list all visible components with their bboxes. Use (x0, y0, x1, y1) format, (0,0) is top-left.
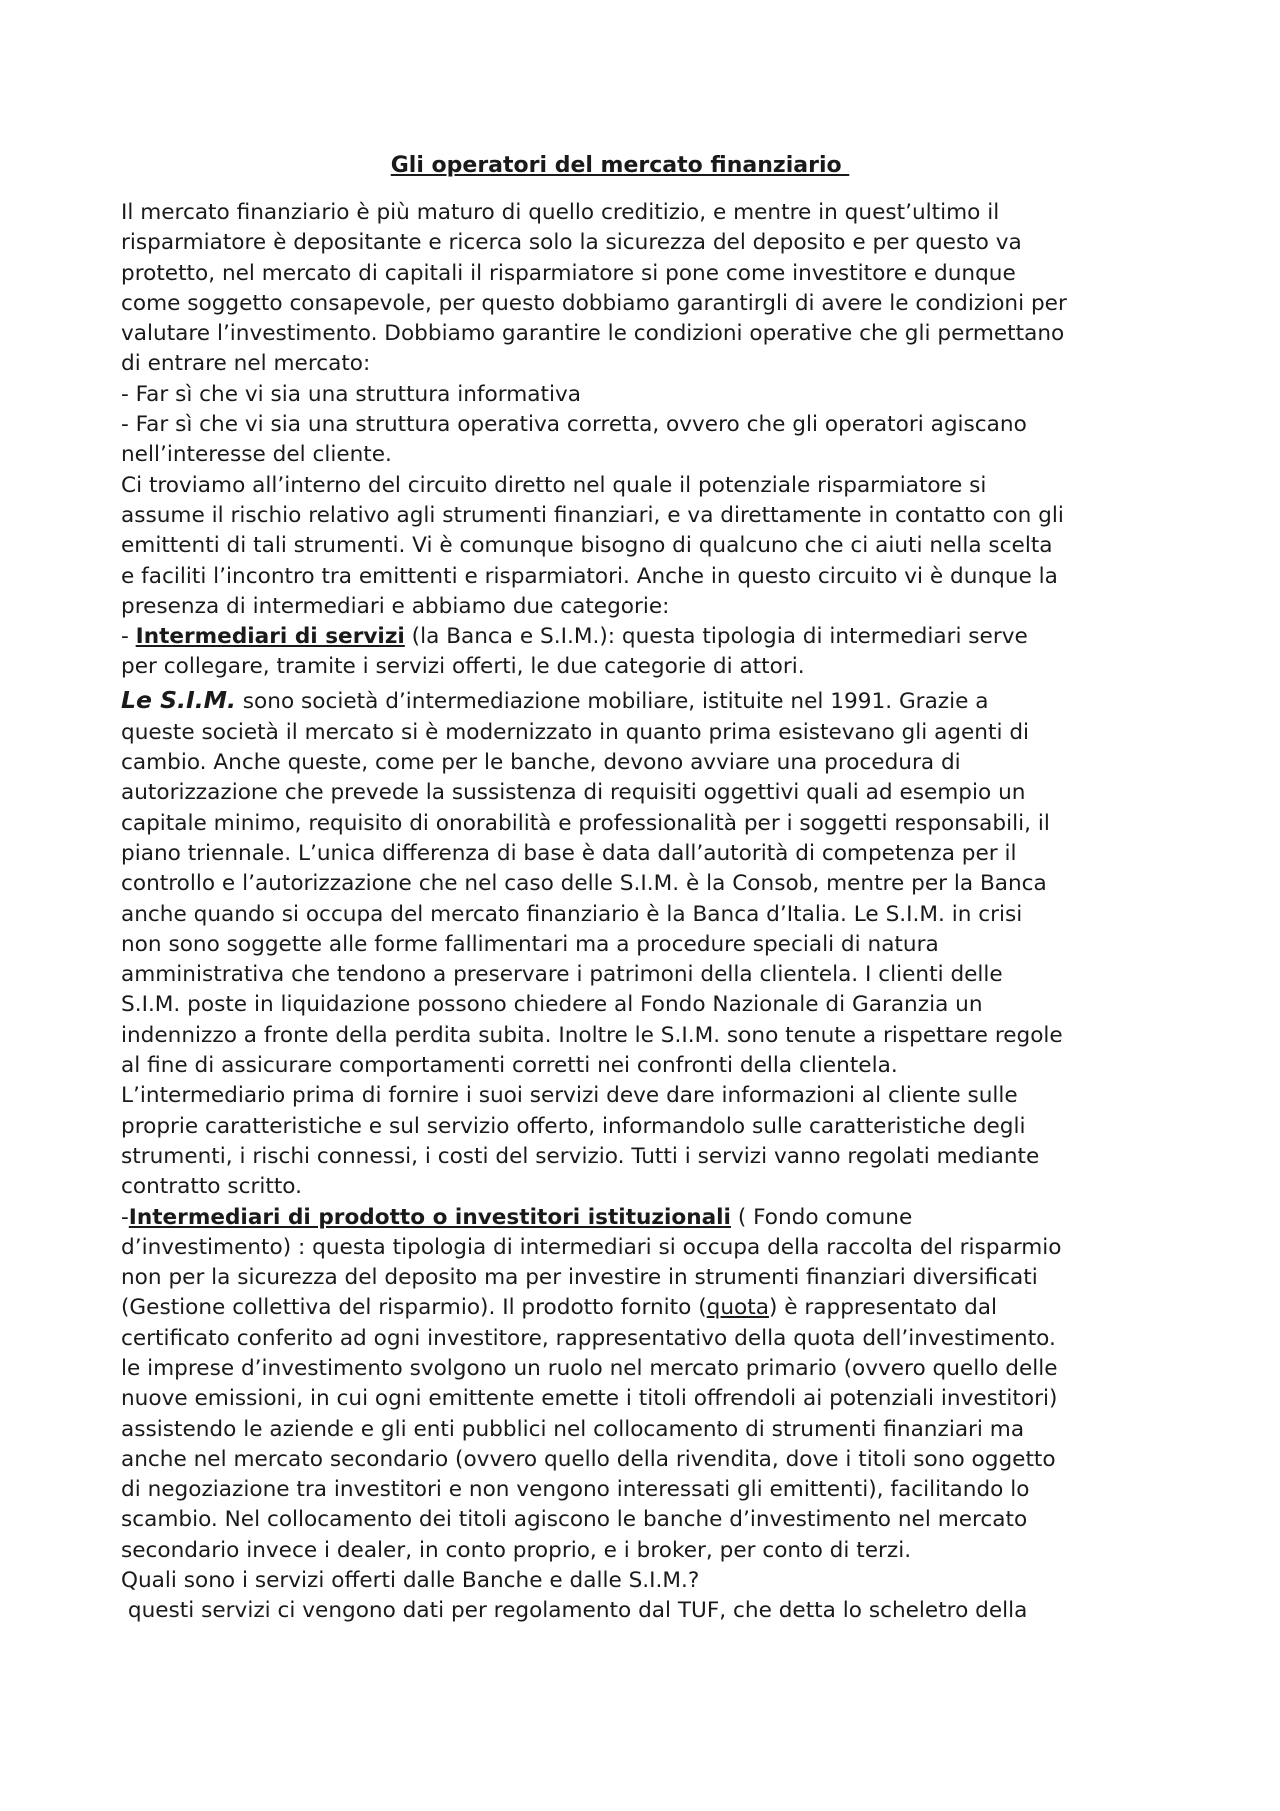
text-line (121, 1445, 1211, 1475)
text-line (121, 1021, 1211, 1051)
text-line (121, 718, 1211, 748)
text-line (121, 289, 1211, 319)
line-text: d’investimento) : questa tipologia di intermediari si occupa della raccolta del risparmio (121, 1234, 1062, 1260)
line-text: ( Fondo comune (730, 1204, 913, 1230)
line-text: strumenti, i rischi connessi, i costi del servizio. Tutti i servizi vanno regolati mediante (121, 1143, 1040, 1169)
line-text: proprie caratteristiche e sul servizio offerto, informandolo sulle caratteristiche degli (121, 1113, 1026, 1139)
line-text: anche quando si occupa del mercato finanziario è la Banca d’Italia. Le S.I.M. in crisi (121, 901, 1023, 927)
line-text: certificato conferito ad ogni investitore, rappresentativo della quota dell’investimento. (121, 1325, 1056, 1351)
line-text: di entrare nel mercato: (121, 351, 371, 377)
bold-underlined-term: Intermediari di prodotto o investitori istituzionali (128, 1204, 731, 1230)
text-line (121, 1475, 1211, 1505)
line-text: L’intermediario prima di fornire i suoi servizi deve dare informazioni al cliente sulle (121, 1083, 1018, 1109)
line-text: le imprese d’investimento svolgono un ruolo nel mercato primario (ovvero quello delle (121, 1355, 1058, 1381)
line-text: autorizzazione che prevede la sussistenza di requisiti oggettivi quali ad esempio un (121, 780, 1026, 806)
text-line (121, 1112, 1211, 1142)
text-line (121, 1203, 1211, 1233)
line-text: secondario invece i dealer, in conto proprio, e i broker, per conto di terzi. (121, 1537, 912, 1563)
text-line (121, 562, 1211, 592)
text-line (121, 349, 1211, 379)
line-text: ) è rappresentato dal (768, 1295, 998, 1321)
text-line (121, 930, 1211, 960)
text-line (121, 652, 1211, 682)
text-line (121, 198, 1211, 228)
line-text: Il mercato finanziario è più maturo di quello creditizio, e mentre in quest’ultimo il (121, 200, 1000, 225)
line-text: risparmiatore è depositante e ricerca solo la sicurezza del deposito e per questo va (121, 230, 1022, 256)
text-line (121, 1081, 1211, 1111)
text-line (121, 440, 1211, 470)
line-text: - Far sì che vi sia una struttura operativa corretta, ovvero che gli operatori agiscano (121, 412, 1027, 438)
line-text: controllo e l’autorizzazione che nel caso delle S.I.M. è la Consob, mentre per la Banca (121, 871, 1047, 897)
line-prefix: - (121, 624, 136, 650)
text-line (121, 501, 1211, 531)
line-text: queste società il mercato si è modernizzato in quanto prima esistevano gli agenti di (121, 719, 1030, 745)
text-line (121, 960, 1211, 990)
text-line (121, 1596, 1211, 1626)
text-line (121, 869, 1211, 899)
text-line (121, 259, 1211, 289)
line-text: assume il rischio relativo agli strumenti finanziari, e va direttamente in contatto con gli (121, 502, 1064, 528)
text-line (121, 1354, 1211, 1384)
line-text: scambio. Nel collocamento dei titoli agiscono le banche d’investimento nel mercato (121, 1507, 1028, 1533)
line-text: S.I.M. poste in liquidazione possono chiedere al Fondo Nazionale di Garanzia un (121, 992, 983, 1018)
line-text: per collegare, tramite i servizi offerti, le due categorie di attori. (121, 654, 805, 680)
line-text: al fine di assicurare comportamenti corretti nei confronti della clientela. (121, 1053, 898, 1079)
text-line (121, 1263, 1211, 1293)
text-line (121, 839, 1211, 869)
line-text: indennizzo a fronte della perdita subita. Inoltre le S.I.M. sono tenute a rispettare regole (121, 1022, 1063, 1048)
line-text: assistendo le aziende e gli enti pubblici nel collocamento di strumenti finanziari ma (121, 1416, 1025, 1442)
text-line (121, 471, 1211, 501)
line-text: questi servizi ci vengono dati per regolamento dal TUF, che detta lo scheletro della (121, 1598, 1028, 1624)
text-line (121, 748, 1211, 778)
text-line (121, 622, 1211, 652)
document-title: Gli operatori del mercato finanziario (390, 153, 850, 178)
line-text: nell’interesse del cliente. (121, 442, 392, 468)
text-line (121, 380, 1211, 410)
line-text: protetto, nel mercato di capitali il risparmiatore si pone come investitore e dunque (121, 260, 1016, 286)
line-text: come soggetto consapevole, per questo dobbiamo garantirgli di avere le condizioni per (121, 290, 1067, 316)
line-text: valutare l’investimento. Dobbiamo garantire le condizioni operative che gli permettano (121, 321, 1065, 347)
text-line (121, 1324, 1211, 1354)
text-line (121, 1536, 1211, 1566)
text-line (121, 592, 1211, 622)
text-line (121, 1566, 1211, 1596)
text-line (121, 1172, 1211, 1202)
text-line (121, 900, 1211, 930)
document-body (121, 198, 1211, 1627)
text-line (121, 1384, 1211, 1414)
line-text: non per la sicurezza del deposito ma per investire in strumenti finanziari diversificati (121, 1265, 1038, 1291)
line-text: piano triennale. L’unica differenza di base è data dall’autorità di competenza per il (121, 840, 1017, 866)
line-text: non sono soggette alle forme fallimentari ma a procedure speciali di natura (121, 931, 939, 957)
bold-italic-term: Le S.I.M. (121, 685, 236, 714)
text-line (121, 683, 1211, 718)
line-text: contratto scritto. (121, 1174, 302, 1200)
text-line (121, 410, 1211, 440)
text-line (121, 1142, 1211, 1172)
line-text: amministrativa che tendono a preservare i patrimoni della clientela. I clienti delle (121, 962, 1003, 988)
underlined-term: quota (706, 1295, 769, 1321)
text-line (121, 990, 1211, 1020)
text-line (121, 809, 1211, 839)
line-text: emittenti di tali strumenti. Vi è comunque bisogno di qualcuno che ci aiuti nella scelta (121, 533, 1053, 559)
line-prefix: - (121, 1204, 129, 1230)
line-prefix: (Gestione collettiva del risparmio). Il prodotto fornito ( (121, 1295, 707, 1321)
line-text: Quali sono i servizi offerti dalle Banche e dalle S.I.M.? (121, 1568, 700, 1594)
line-text: anche nel mercato secondario (ovvero quello della rivendita, dove i titoli sono oggetto (121, 1446, 1056, 1472)
line-text: cambio. Anche queste, come per le banche, devono avviare una procedura di (121, 750, 961, 776)
line-text: capitale minimo, requisito di onorabilità e professionalità per i soggetti responsabili, il (121, 810, 1050, 836)
text-line (121, 1505, 1211, 1535)
text-line (121, 1293, 1211, 1323)
line-text: Ci troviamo all’interno del circuito diretto nel quale il potenziale risparmiatore si (121, 472, 987, 498)
text-line (121, 778, 1211, 808)
line-text: sono società d’intermediazione mobiliare, istituite nel 1991. Grazie a (235, 688, 989, 714)
line-text: - Far sì che vi sia una struttura informativa (121, 381, 581, 407)
text-line (121, 531, 1211, 561)
line-text: di negoziazione tra investitori e non vengono interessati gli emittenti), facilitando lo (121, 1477, 1030, 1503)
line-text: e faciliti l’incontro tra emittenti e risparmiatori. Anche in questo circuito vi è dunque la (121, 563, 1058, 589)
text-line (121, 1415, 1211, 1445)
text-line (121, 228, 1211, 258)
text-line (121, 319, 1211, 349)
bold-underlined-term: Intermediari di servizi (135, 624, 405, 650)
text-line (121, 1051, 1211, 1081)
line-text: (la Banca e S.I.M.): questa tipologia di intermediari serve (404, 624, 1028, 650)
line-text: presenza di intermediari e abbiamo due categorie: (121, 593, 670, 619)
text-line (121, 1233, 1211, 1263)
line-text: nuove emissioni, in cui ogni emittente emette i titoli offrendoli ai potenziali investitori) (121, 1386, 1058, 1412)
